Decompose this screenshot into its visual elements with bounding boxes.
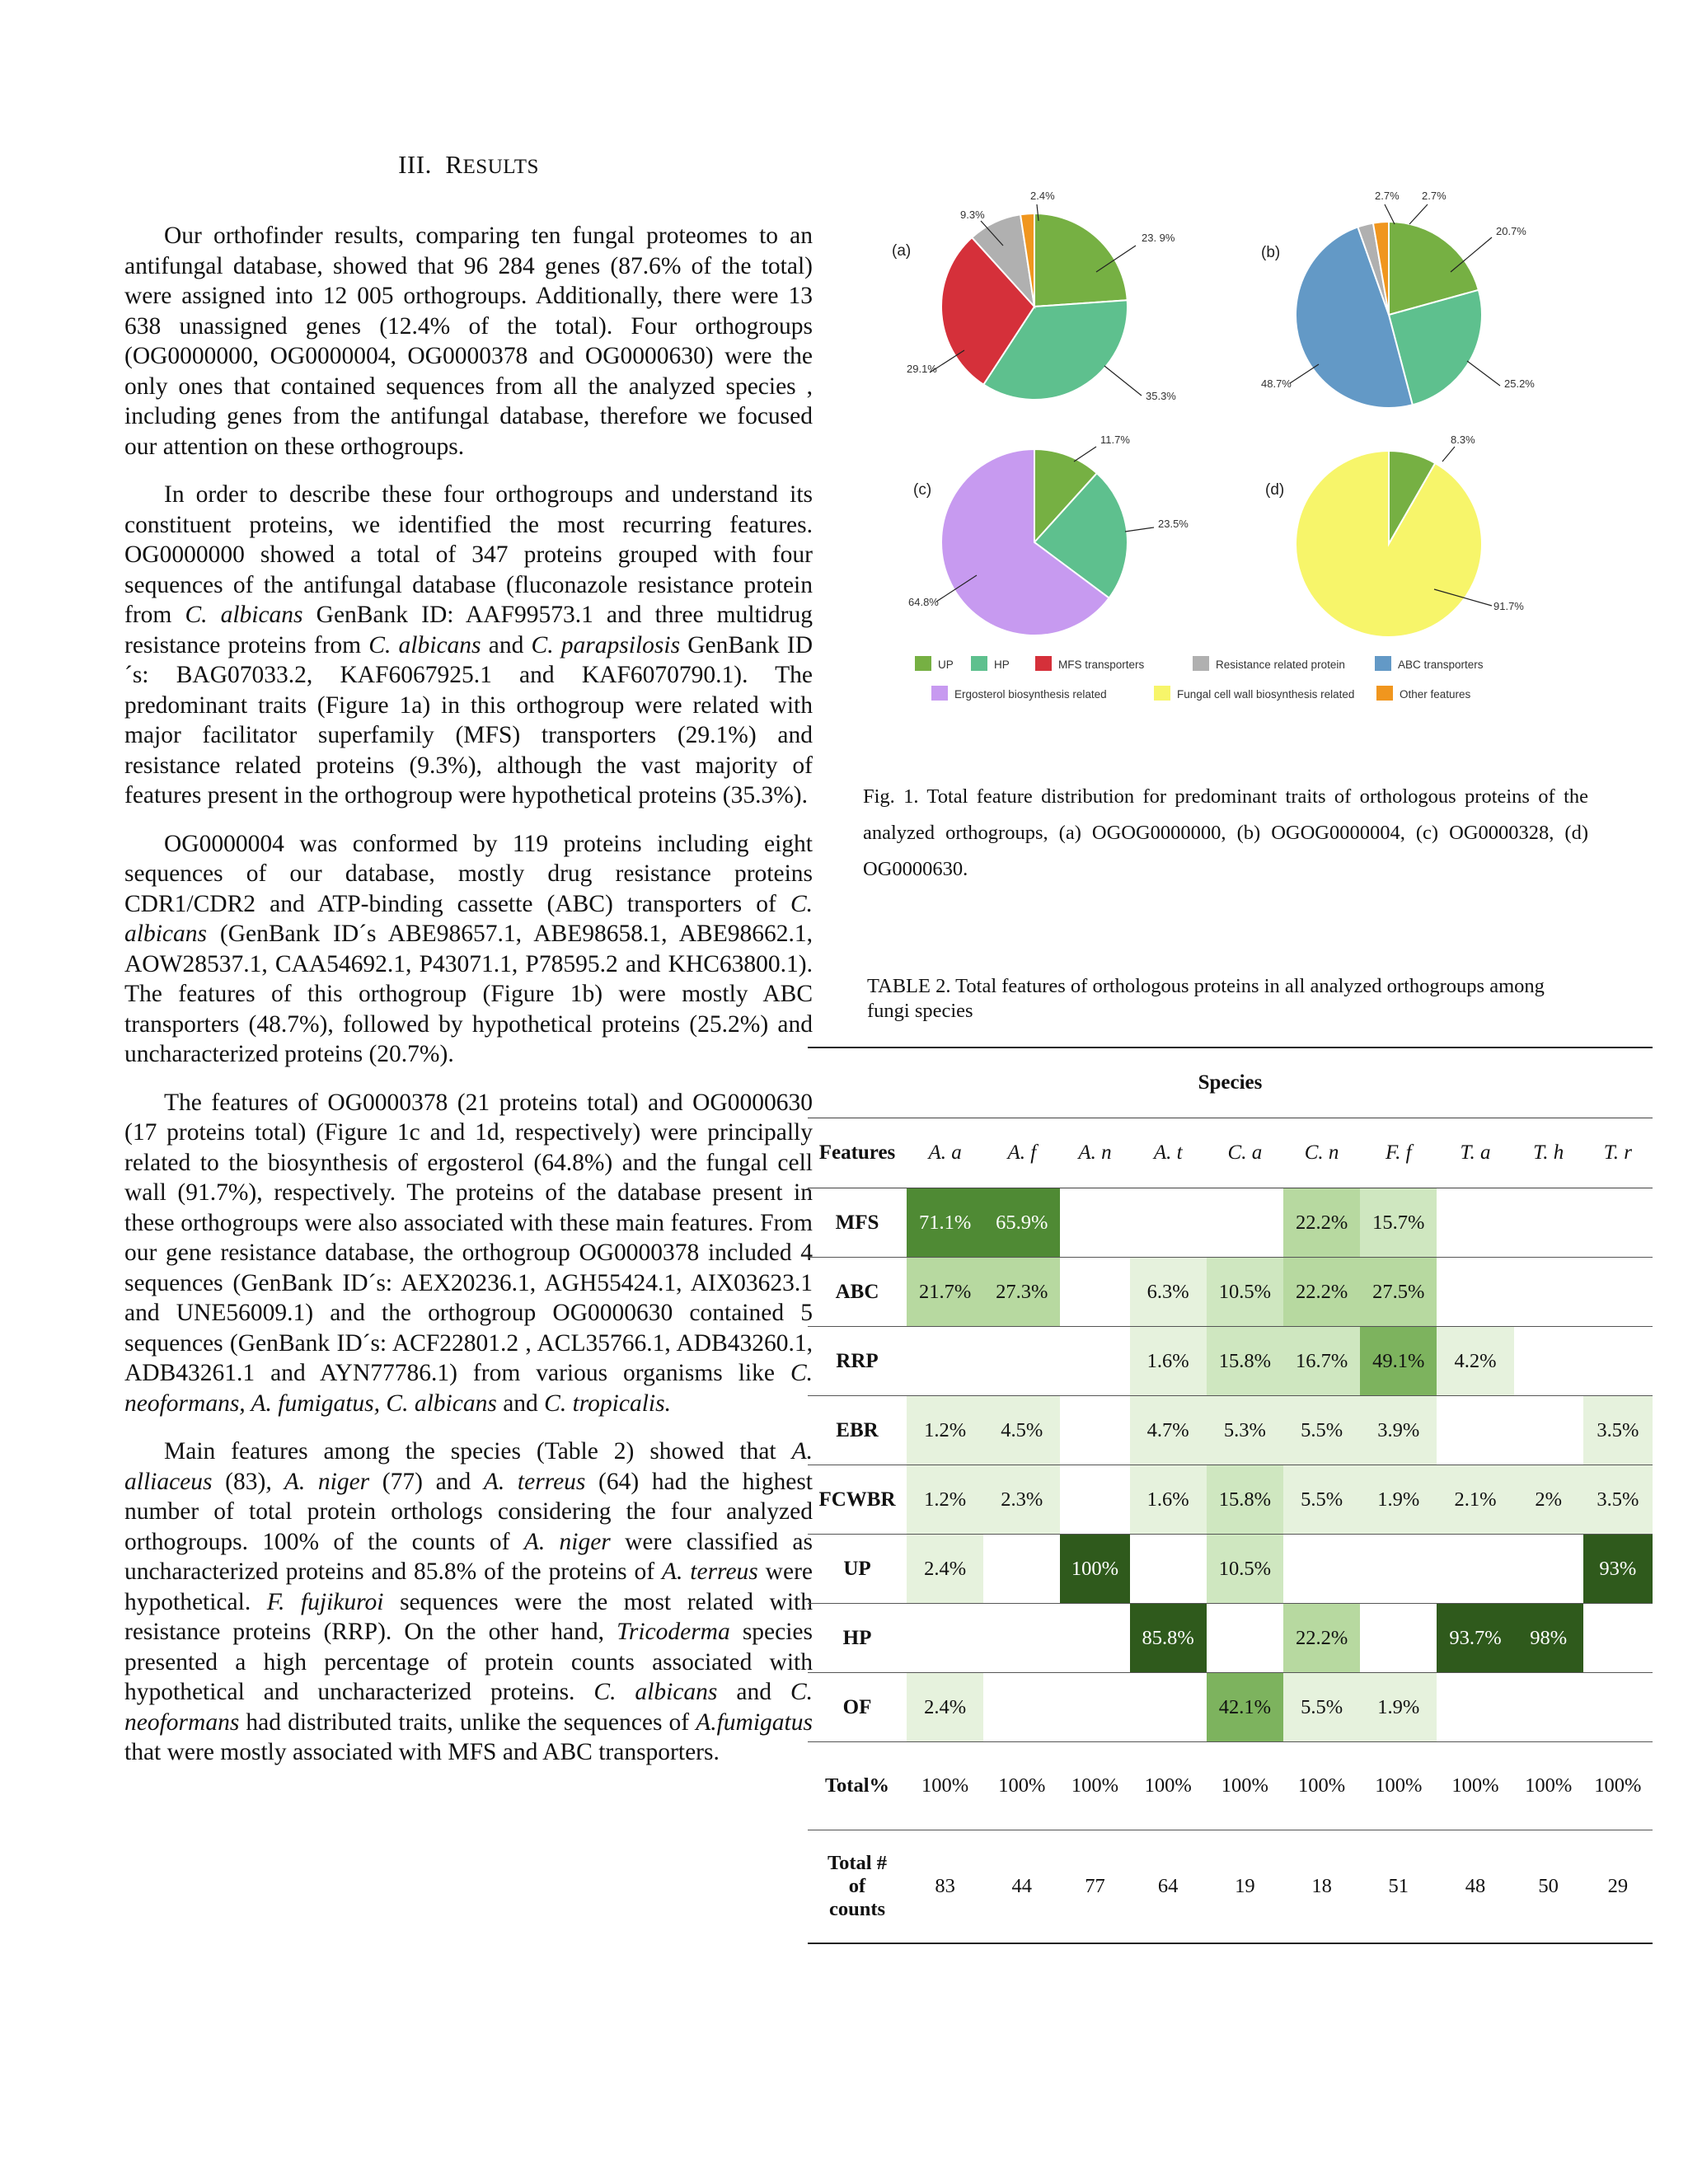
total-count-cell: 18 [1283, 1830, 1360, 1944]
table-cell [1130, 1673, 1207, 1742]
species-column-header: T. r [1583, 1118, 1653, 1188]
table-cell: 100% [1060, 1535, 1129, 1604]
table-cell [1514, 1327, 1583, 1396]
pie-2-label-2: 25.2% [1504, 377, 1535, 390]
total-count-row [808, 1830, 1653, 1944]
table-cell [1060, 1188, 1129, 1258]
table-cell [1514, 1673, 1583, 1742]
pie-4-label-1: 8.3% [1451, 434, 1475, 446]
feature-label: MFS [808, 1188, 907, 1258]
pie-2-label-4: 2.7% [1375, 190, 1400, 202]
table-cell: 27.5% [1360, 1258, 1437, 1327]
table-cell: 21.7% [907, 1258, 983, 1327]
pie-3-title: (c) [913, 481, 932, 499]
pie-1-label-1: 23. 9% [1142, 232, 1175, 244]
table-cell [1583, 1673, 1653, 1742]
feature-label: HP [808, 1604, 907, 1673]
section-numeral: III. [398, 150, 432, 179]
table-cell [1060, 1327, 1129, 1396]
table-cell [907, 1327, 983, 1396]
pie-2-label-5: 2.7% [1422, 190, 1447, 202]
table-cell [1207, 1188, 1283, 1258]
species-column-header: A. a [907, 1118, 983, 1188]
pie-4-slice-2 [1296, 451, 1482, 637]
species-header: Species [808, 1047, 1653, 1118]
pie-1-label-4: 9.3% [960, 209, 985, 221]
total-percent-cell: 100% [1437, 1742, 1513, 1830]
pie-2-label-3: 48.7% [1261, 377, 1292, 390]
table-row [808, 1188, 1653, 1258]
table-cell [1130, 1535, 1207, 1604]
pie-2-leader-3 [1290, 364, 1319, 383]
table-row [808, 1465, 1653, 1535]
paragraph-5: Main features among the species (Table 2) showed that A. alliaceus (83), A. niger (77) and A. terreus (64) had the highest number of total protein orthologs considering the four analyzed orthogroups. 100% of the counts of A. niger were classified as uncharacterized proteins and 85.8% of the proteins of A. terreus were hypothetical. F. fujikuroi sequences were the most related with resistance proteins (RRP). On the other hand, Tricoderma species presented a high percentage of protein counts associated with hypothetical and uncharacterized proteins. C. albicans and C. neoformans had distributed traits, unlike the sequences of A.fumigatus that were mostly associated with MFS and ABC transporters. [124, 1438, 814, 1765]
table-caption: TABLE 2. Total features of orthologous proteins in all analyzed orthogroups among fungi species [867, 975, 1545, 1022]
legend-label-3: MFS transporters [1058, 658, 1145, 671]
table-cell [983, 1673, 1060, 1742]
table-cell [1060, 1465, 1129, 1535]
legend-label-4: Resistance related protein [1216, 658, 1345, 671]
feature-label: FCWBR [808, 1465, 907, 1535]
table-cell: 5.5% [1283, 1396, 1360, 1465]
legend-swatch-1 [915, 656, 931, 671]
species-column-header: C. n [1283, 1118, 1360, 1188]
table-cell [1283, 1535, 1360, 1604]
pie-1-leader-2 [1104, 366, 1142, 396]
table-cell: 4.2% [1437, 1327, 1513, 1396]
table-cell: 22.2% [1283, 1258, 1360, 1327]
total-percent-cell: 100% [1583, 1742, 1653, 1830]
table-cell [1514, 1396, 1583, 1465]
table-cell: 2% [1514, 1465, 1583, 1535]
legend-swatch-5 [1375, 656, 1391, 671]
pie-4-title: (d) [1265, 481, 1285, 499]
total-percent-cell: 100% [1283, 1742, 1360, 1830]
table-cell: 3.5% [1583, 1396, 1653, 1465]
pie-4-label-2: 91.7% [1493, 600, 1524, 612]
pie-2-leader-2 [1467, 361, 1500, 386]
table-cell: 1.9% [1360, 1673, 1437, 1742]
table-cell [983, 1604, 1060, 1673]
table-cell: 1.9% [1360, 1465, 1437, 1535]
pie-1-label-2: 35.3% [1146, 390, 1176, 402]
section-title [124, 150, 813, 180]
table-cell: 15.8% [1207, 1327, 1283, 1396]
legend-label-6: Ergosterol biosynthesis related [954, 688, 1107, 701]
legend-swatch-2 [971, 656, 987, 671]
legend-label-1: UP [938, 658, 954, 671]
table-cell: 2.4% [907, 1535, 983, 1604]
total-percent-cell: 100% [1360, 1742, 1437, 1830]
table-cell [1437, 1673, 1513, 1742]
species-column-header: T. a [1437, 1118, 1513, 1188]
table-cell [1060, 1673, 1129, 1742]
paragraph-1: Our orthofinder results, comparing ten fungal proteomes to an antifungal database, showed that 96 284 genes (87.6% of the total) were assigned into 12 005 orthogroups. Additionally, there were 13 638 unassigned genes (12.4% of the total). Four orthogroups (OG0000000, OG0000004, OG0000378 and OG0000630) were the only ones that contained sequences from all the analyzed species , including genes from the antifungal database, therefore we focused our attention on these orthogroups. [124, 223, 813, 460]
legend-label-7: Fungal cell wall biosynthesis related [1177, 688, 1355, 701]
pie-charts [874, 181, 1624, 725]
pie-3-label-1: 11.7% [1100, 434, 1130, 446]
table-cell: 1.6% [1130, 1465, 1207, 1535]
table-cell: 2.1% [1437, 1465, 1513, 1535]
table-cell: 1.2% [907, 1396, 983, 1465]
total-percent-row [808, 1742, 1653, 1830]
table-cell [1583, 1327, 1653, 1396]
total-percent-cell: 100% [1514, 1742, 1583, 1830]
section-title-rest: ESULTS [462, 156, 539, 178]
table-cell: 5.5% [1283, 1465, 1360, 1535]
table-cell: 1.6% [1130, 1327, 1207, 1396]
features-header: Features [808, 1118, 907, 1188]
paragraph-3: OG0000004 was conformed by 119 proteins including eight sequences of our database, mostly drug resistance proteins CDR1/CDR2 and ATP-binding cassette (ABC) transporters of C. albicans (GenBank ID´s ABE98657.1, ABE98658.1, ABE98662.1, AOW28537.1, CAA54692.1, P43071.1, P78595.2 and KHC63800.1). The features of this orthogroup (Figure 1b) were mostly ABC transporters (48.7%), followed by hypothetical proteins (25.2%) and uncharacterized proteins (20.7%). [124, 830, 813, 1067]
table-cell: 98% [1514, 1604, 1583, 1673]
table-cell [1583, 1188, 1653, 1258]
total-percent-cell: 100% [907, 1742, 983, 1830]
species-column-header: A. n [1060, 1118, 1129, 1188]
feature-label: EBR [808, 1396, 907, 1465]
table-cell: 22.2% [1283, 1604, 1360, 1673]
total-percent-cell: 100% [983, 1742, 1060, 1830]
figure-1 [874, 181, 1624, 725]
table-cell [983, 1535, 1060, 1604]
table-cell [1130, 1188, 1207, 1258]
table-cell [1583, 1604, 1653, 1673]
section-title-first: R [445, 150, 463, 179]
table-row [808, 1396, 1653, 1465]
table-cell [1514, 1535, 1583, 1604]
total-count-cell: 48 [1437, 1830, 1513, 1944]
legend-swatch-7 [1154, 686, 1170, 701]
table-cell: 6.3% [1130, 1258, 1207, 1327]
legend-swatch-6 [931, 686, 948, 701]
table-cell: 2.4% [907, 1673, 983, 1742]
table-cell: 15.8% [1207, 1465, 1283, 1535]
table-cell [1207, 1604, 1283, 1673]
table-cell [1583, 1258, 1653, 1327]
table-cell: 3.9% [1360, 1396, 1437, 1465]
table-cell: 15.7% [1360, 1188, 1437, 1258]
species-column-header: T. h [1514, 1118, 1583, 1188]
table-cell: 3.5% [1583, 1465, 1653, 1535]
table-cell [1514, 1258, 1583, 1327]
table-cell [1360, 1535, 1437, 1604]
table-cell [983, 1327, 1060, 1396]
pie-1-label-5: 2.4% [1030, 190, 1055, 202]
figure-legend [915, 656, 1484, 701]
table-cell: 5.3% [1207, 1396, 1283, 1465]
table-2 [808, 1047, 1653, 1944]
table-cell: 5.5% [1283, 1673, 1360, 1742]
pie-2-leader-5 [1409, 204, 1428, 224]
table-row [808, 1535, 1653, 1604]
total-percent-cell: 100% [1060, 1742, 1129, 1830]
table-cell [1437, 1535, 1513, 1604]
total-count-cell: 44 [983, 1830, 1060, 1944]
table-cell: 10.5% [1207, 1258, 1283, 1327]
pie-2-title: (b) [1261, 244, 1281, 261]
table-cell: 65.9% [983, 1188, 1060, 1258]
total-count-cell: 50 [1514, 1830, 1583, 1944]
table-cell [1437, 1396, 1513, 1465]
features-table [808, 1047, 1653, 1944]
pie-1 [892, 190, 1176, 402]
table-cell [1360, 1604, 1437, 1673]
species-column-header: A. t [1130, 1118, 1207, 1188]
table-cell: 2.3% [983, 1465, 1060, 1535]
total-count-label: Total # of counts [808, 1830, 907, 1944]
table-species-row [808, 1047, 1653, 1118]
pie-1-title: (a) [892, 242, 912, 260]
table-cell: 71.1% [907, 1188, 983, 1258]
pie-1-label-3: 29.1% [907, 363, 937, 375]
pie-3-label-3: 64.8% [908, 596, 939, 608]
total-percent-label: Total% [808, 1742, 907, 1830]
table-row [808, 1604, 1653, 1673]
table-cell: 85.8% [1130, 1604, 1207, 1673]
total-percent-cell: 100% [1130, 1742, 1207, 1830]
feature-label: RRP [808, 1327, 907, 1396]
total-count-cell: 83 [907, 1830, 983, 1944]
table-row [808, 1258, 1653, 1327]
feature-label: UP [808, 1535, 907, 1604]
table-cell: 10.5% [1207, 1535, 1283, 1604]
table-cell: 42.1% [1207, 1673, 1283, 1742]
legend-label-8: Other features [1400, 688, 1471, 701]
table-cell: 22.2% [1283, 1188, 1360, 1258]
table-cell [1060, 1396, 1129, 1465]
table-cell: 93.7% [1437, 1604, 1513, 1673]
table-cell: 4.7% [1130, 1396, 1207, 1465]
figure-caption: Fig. 1. Total feature distribution for predominant traits of orthologous proteins of the analyzed orthogroups, (a) OGOG0000000, (b) OGOG0000004, (c) OG0000328, (d) OG0000630. [863, 785, 1588, 880]
total-count-cell: 29 [1583, 1830, 1653, 1944]
table-header-row [808, 1118, 1653, 1188]
pie-2-label-1: 20.7% [1496, 225, 1526, 237]
table-row [808, 1327, 1653, 1396]
paragraph-2: In order to describe these four orthogroups and understand its constituent proteins, we identified the most recurring features. OG0000000 showed a total of 347 proteins grouped with four sequences of the antifungal database (fluconazole resistance protein from C. albicans GenBank ID: AAF99573.1 and three multidrug resistance proteins from C. albicans and C. parapsilosis GenBank ID´s: BAG07033.2, KAF6067925.1 and KAF6070790.1). The predominant traits (Figure 1a) in this orthogroup were related with major facilitator superfamily (MFS) transporters (29.1%) and resistance related proteins (9.3%), although the vast majority of features present in the orthogroup were hypothetical proteins (35.3%). [124, 481, 813, 808]
species-column-header: C. a [1207, 1118, 1283, 1188]
table-cell [1514, 1188, 1583, 1258]
pie-4 [1265, 434, 1524, 637]
table-cell [907, 1604, 983, 1673]
table-cell [1437, 1188, 1513, 1258]
legend-label-2: HP [994, 658, 1010, 671]
table-cell [1060, 1604, 1129, 1673]
species-column-header: A. f [983, 1118, 1060, 1188]
total-count-cell: 19 [1207, 1830, 1283, 1944]
table-row [808, 1673, 1653, 1742]
feature-label: ABC [808, 1258, 907, 1327]
table-cell: 1.2% [907, 1465, 983, 1535]
feature-label: OF [808, 1673, 907, 1742]
table-cell: 49.1% [1360, 1327, 1437, 1396]
table-cell: 27.3% [983, 1258, 1060, 1327]
total-percent-cell: 100% [1207, 1742, 1283, 1830]
table-cell: 16.7% [1283, 1327, 1360, 1396]
pie-3-leader-1 [1074, 447, 1096, 462]
legend-swatch-8 [1376, 686, 1393, 701]
total-count-cell: 77 [1060, 1830, 1129, 1944]
pie-2 [1261, 190, 1535, 408]
total-count-cell: 64 [1130, 1830, 1207, 1944]
pie-3 [908, 434, 1189, 635]
legend-swatch-3 [1035, 656, 1052, 671]
table-cell: 93% [1583, 1535, 1653, 1604]
pie-4-leader-1 [1442, 447, 1455, 462]
pie-3-leader-2 [1125, 527, 1154, 532]
table-cell [1437, 1258, 1513, 1327]
species-column-header: F. f [1360, 1118, 1437, 1188]
pie-3-label-2: 23.5% [1158, 518, 1189, 530]
table-cell: 4.5% [983, 1396, 1060, 1465]
legend-label-5: ABC transporters [1398, 658, 1484, 671]
table-cell [1060, 1258, 1129, 1327]
results-column [124, 140, 813, 1786]
total-count-cell: 51 [1360, 1830, 1437, 1944]
paragraph-4: The features of OG0000378 (21 proteins total) and OG0000630 (17 proteins total) (Figure 1c and 1d, respectively) were principally related to the biosynthesis of ergosterol (64.8%) and the fungal cell wall (91.7%), respectively. The proteins of the database present in these orthogroups were also associated with these main features. From our gene resistance database, the orthogroup OG0000378 included 4 sequences (GenBank ID´s: AEX20236.1, AGH55424.1, AIX03623.1 and UNE56009.1) and the orthogroup OG0000630 contained 5 sequences (GenBank ID´s: ACF22801.2 , ACL35766.1, ADB43260.1, ADB43261.1 and AYN77786.1) from various organisms like C. neoformans, A. fumigatus, C. albicans and C. tropicalis. [124, 1089, 813, 1417]
legend-swatch-4 [1193, 656, 1209, 671]
